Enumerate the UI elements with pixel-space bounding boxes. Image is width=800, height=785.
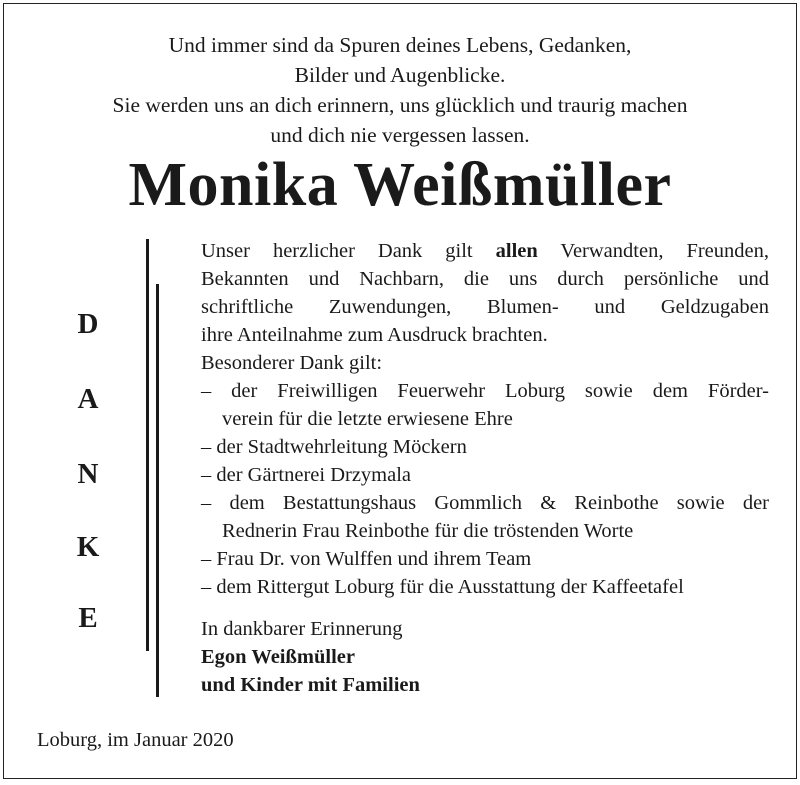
special-thanks-item: – der Freiwilligen Feuerwehr Loburg sowie dem Förder- <box>201 380 769 402</box>
divider-line-right <box>156 284 159 697</box>
special-thanks-item: – der Stadtwehrleitung Möckern <box>201 436 467 458</box>
thanks-line: schriftliche Zuwendungen, Blumen- und Geldzugaben <box>201 296 769 318</box>
danke-letter: A <box>77 383 99 415</box>
danke-letter: N <box>77 458 99 490</box>
danke-letter: K <box>76 531 100 563</box>
intro-line: Und immer sind da Spuren deines Lebens, Gedanken, <box>168 33 632 57</box>
signature-name: Egon Weißmüller <box>201 646 355 668</box>
place-date: Loburg, im Januar 2020 <box>37 729 234 751</box>
special-thanks-heading: Besonderer Dank gilt: <box>201 352 383 374</box>
danke-letter: E <box>78 602 98 634</box>
obituary-notice <box>3 3 797 779</box>
special-thanks-item: verein für die letzte erwiesene Ehre <box>222 408 513 430</box>
thanks-line <box>201 237 769 265</box>
thanks-line: ihre Anteilnahme zum Ausdruck brachten. <box>201 324 548 346</box>
thanks-line-text: Verwandten, Freunden, <box>537 240 770 262</box>
thanks-line: Bekannten und Nachbarn, die uns durch persönliche und <box>201 268 769 290</box>
special-thanks-item: – Frau Dr. von Wulffen und ihrem Team <box>201 548 532 570</box>
special-thanks-item: – der Gärtnerei Drzymala <box>201 464 412 486</box>
intro-line: Sie werden uns an dich erinnern, uns glücklich und traurig machen <box>112 93 688 117</box>
divider-line-left <box>146 239 149 651</box>
special-thanks-item: – dem Rittergut Loburg für die Ausstattung der Kaffeetafel <box>201 576 684 598</box>
intro-verse <box>4 30 796 150</box>
danke-letter: D <box>77 308 99 340</box>
signature-family: und Kinder mit Familien <box>201 674 420 696</box>
signature-intro: In dankbarer Erinnerung <box>201 618 403 640</box>
thanks-emphasis: allen <box>495 240 538 262</box>
intro-line: Bilder und Augenblicke. <box>294 63 506 87</box>
special-thanks-item: – dem Bestattungshaus Gommlich & Reinbothe sowie der <box>201 492 769 514</box>
thanks-text <box>201 237 769 699</box>
thanks-line-text: Unser herzlicher Dank gilt <box>201 240 496 262</box>
special-thanks-item: Rednerin Frau Reinbothe für die tröstenden Worte <box>222 520 634 542</box>
deceased-name: Monika Weißmüller <box>128 151 672 219</box>
intro-line: und dich nie vergessen lassen. <box>270 123 530 147</box>
